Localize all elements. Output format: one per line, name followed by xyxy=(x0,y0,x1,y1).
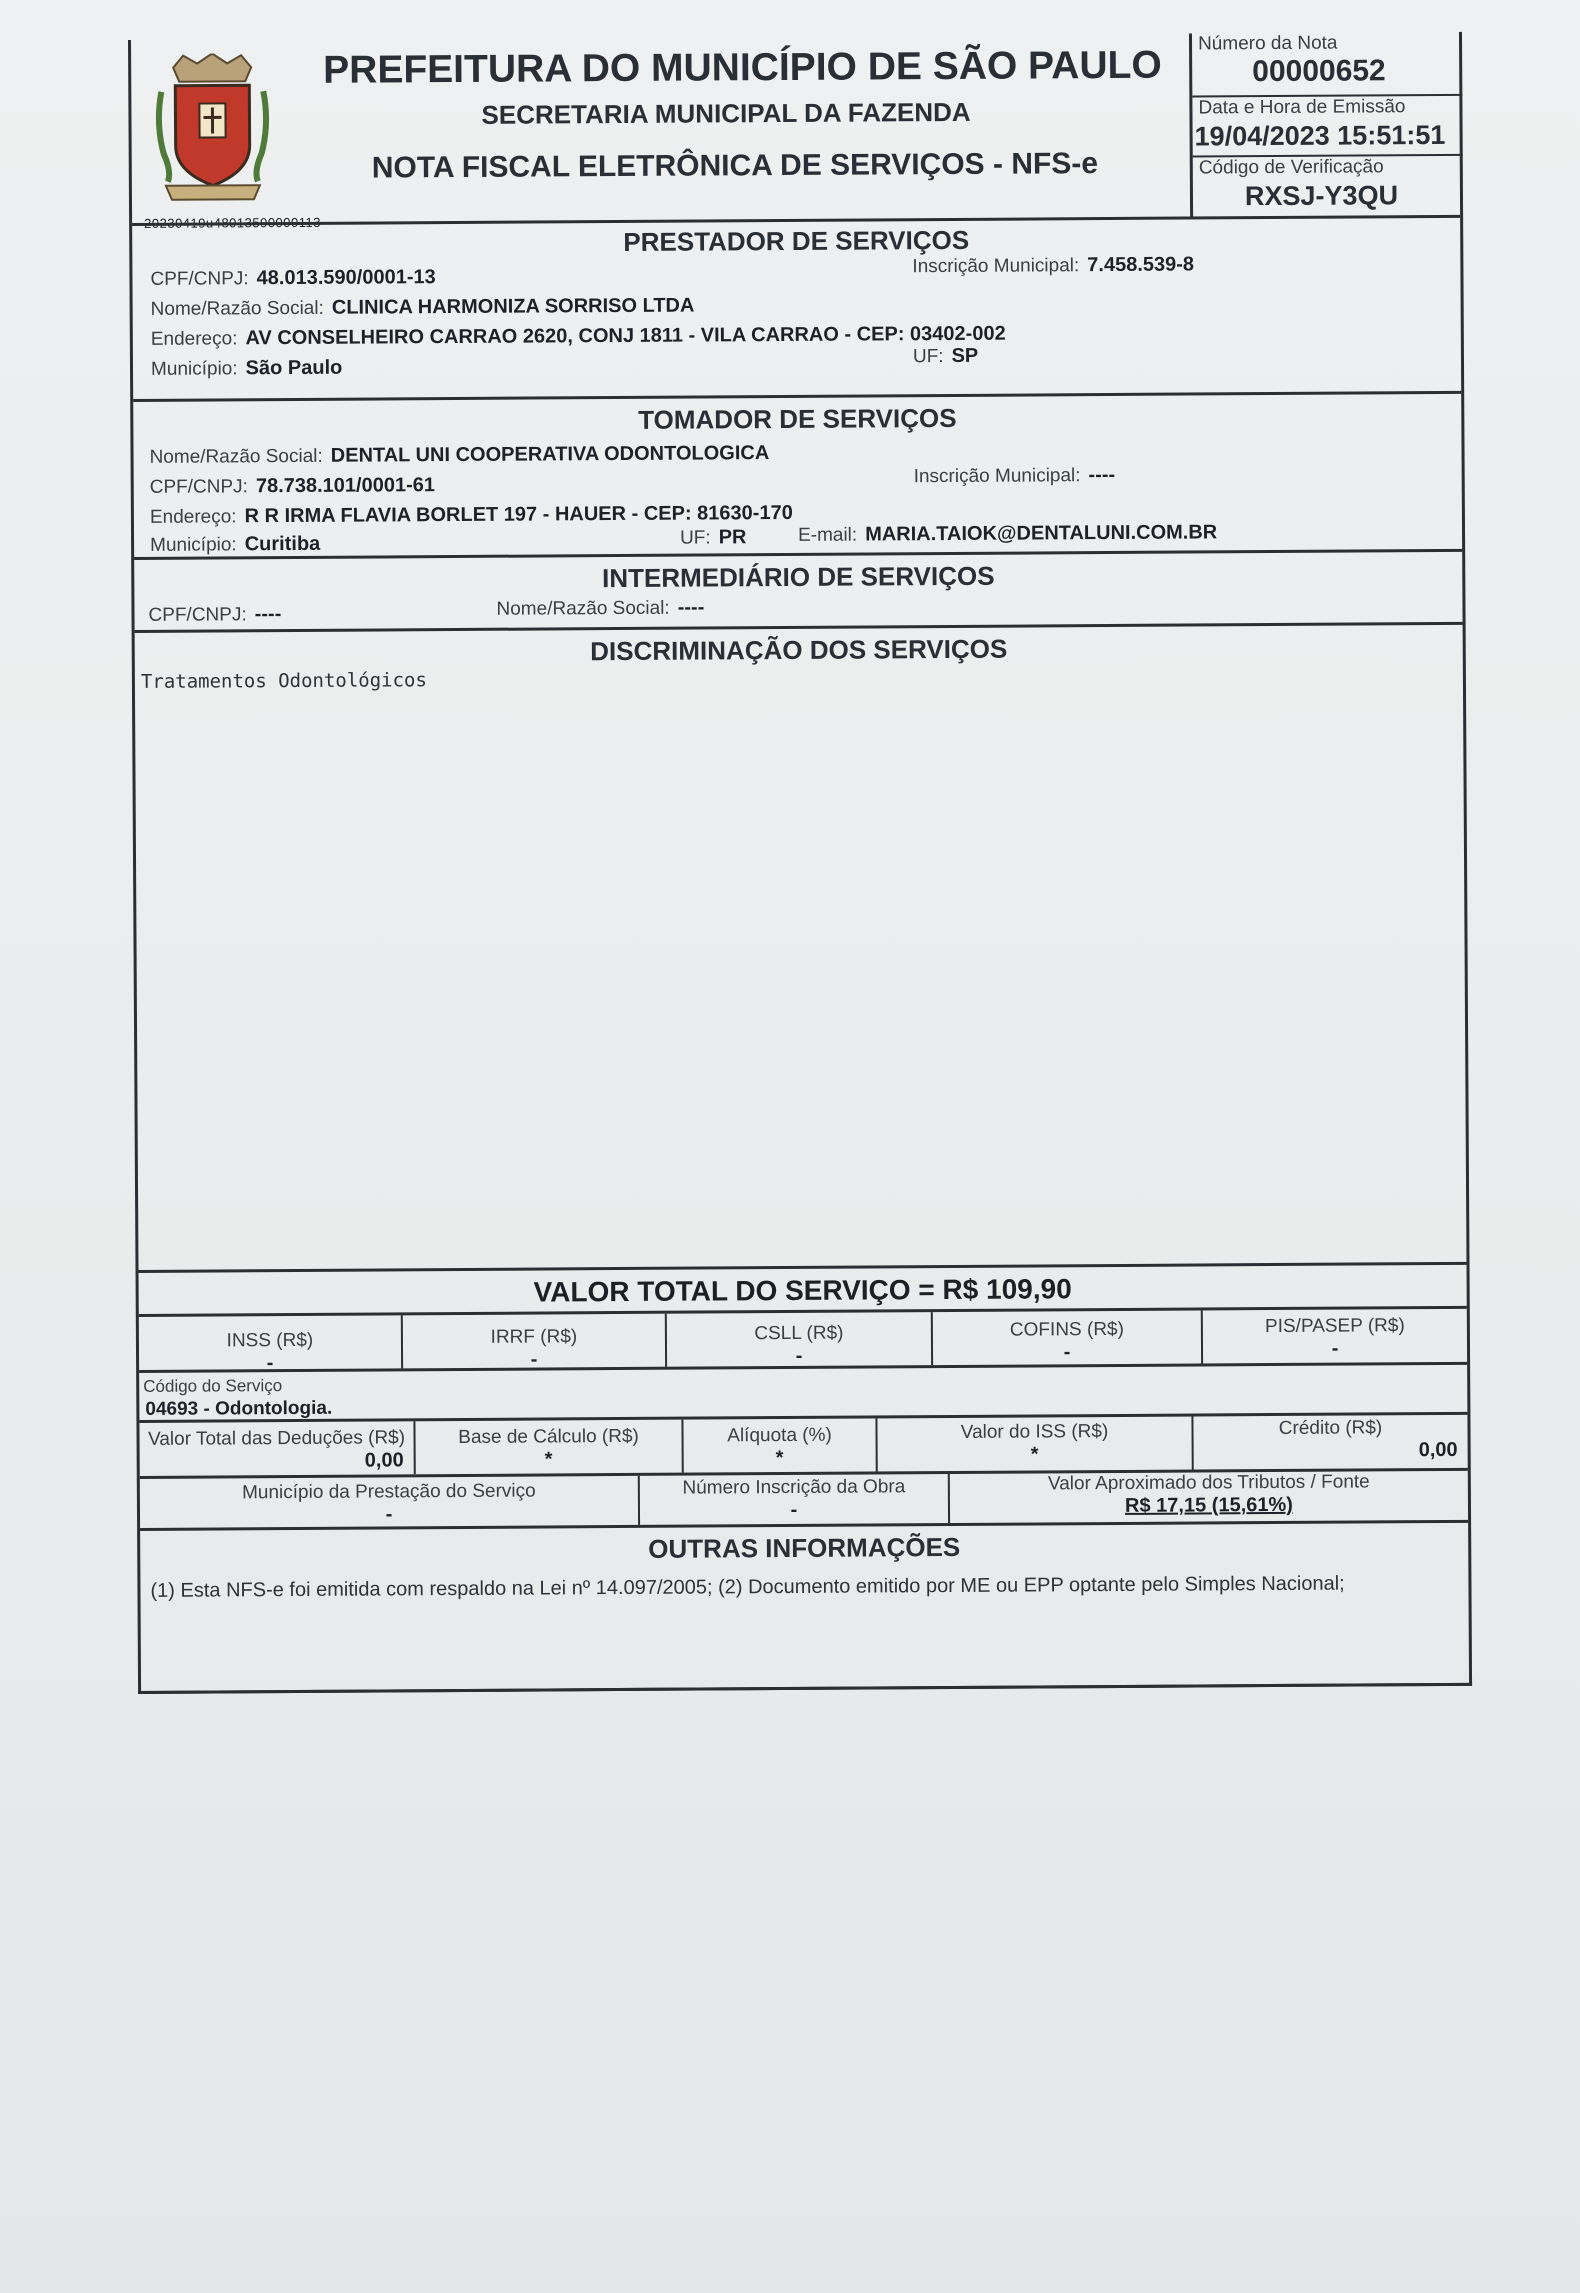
credito-cell xyxy=(1193,1415,1467,1470)
tomador-uf-label: UF: xyxy=(679,527,711,549)
tributos-row xyxy=(139,1306,1467,1375)
header xyxy=(131,34,1192,231)
tomador-municipio-label: Município: xyxy=(150,534,237,556)
tributo-inss-label: INSS (R$) xyxy=(226,1329,314,1352)
intermediario-section xyxy=(134,549,1462,630)
tomador-title: TOMADOR DE SERVIÇOS xyxy=(638,402,957,435)
inscricao-obra-cell xyxy=(640,1474,950,1525)
valor-iss-value: * xyxy=(1030,1443,1039,1466)
prestador-municipio-label: Município: xyxy=(150,358,238,380)
tributo-inss-value: - xyxy=(266,1352,274,1375)
page-subtitle: SECRETARIA MUNICIPAL DA FAZENDA xyxy=(481,96,971,130)
tomador-uf-value: PR xyxy=(718,526,747,549)
tomador-im-value: ---- xyxy=(1088,463,1116,487)
intermediario-nome-label: Nome/Razão Social: xyxy=(496,597,670,620)
tributo-csll-label: CSLL (R$) xyxy=(754,1322,844,1345)
verificacao-label: Código de Verificação xyxy=(1198,156,1384,179)
barcode-number: 20230419u48013590000113 xyxy=(144,214,321,231)
prestador-municipio-value: São Paulo xyxy=(245,356,343,380)
outras-informacoes-section xyxy=(140,1520,1469,1694)
prestador-municipio xyxy=(151,357,342,381)
tomador-municipio xyxy=(150,533,320,557)
prestador-title: PRESTADOR DE SERVIÇOS xyxy=(623,224,970,257)
intermediario-cnpj-label: CPF/CNPJ: xyxy=(148,604,247,626)
prestador-cnpj-value: 48.013.590/0001-13 xyxy=(256,266,436,290)
prestador-cnpj xyxy=(150,266,435,291)
prestador-endereco xyxy=(151,323,1006,351)
tomador-municipio-value: Curitiba xyxy=(244,532,321,556)
intermediario-cnpj xyxy=(148,603,281,627)
prestador-nome xyxy=(151,295,695,321)
prestador-section xyxy=(132,215,1461,399)
prestador-endereco-value: AV CONSELHEIRO CARRAO 2620, CONJ 1811 - VILA CARRAO - CEP: 03402-002 xyxy=(245,322,1006,350)
outras-text: (1) Esta NFS-e foi emitida com respaldo na Lei nº 14.097/2005; (2) Documento emitido por ME ou EPP optante pelo Simples Nacional; xyxy=(150,1572,1345,1602)
inscricao-obra-label: Número Inscrição da Obra xyxy=(682,1476,906,1499)
prestador-uf-value: SP xyxy=(951,344,979,367)
municipio-prestacao-label: Município da Prestação do Serviço xyxy=(242,1480,536,1504)
data-emissao: 19/04/2023 15:51:51 xyxy=(1194,119,1446,152)
numero-nota: 00000652 xyxy=(1252,54,1386,89)
tomador-cnpj xyxy=(150,474,435,499)
tomador-email xyxy=(798,521,1217,547)
tomador-im-label: Inscrição Municipal: xyxy=(913,465,1081,488)
tomador-email-label: E-mail: xyxy=(797,524,858,546)
nfse-document xyxy=(128,32,1472,1694)
base-calculo-value: * xyxy=(544,1448,553,1471)
tomador-endereco-value: R R IRMA FLAVIA BORLET 197 - HAUER - CEP: 81630-170 xyxy=(244,501,793,528)
tributo-irrf-label: IRRF (R$) xyxy=(490,1326,578,1348)
extra-row xyxy=(140,1468,1468,1528)
prestador-nome-value: CLINICA HARMONIZA SORRISO LTDA xyxy=(331,294,695,319)
prestador-uf xyxy=(913,345,978,368)
tributo-pis xyxy=(1203,1309,1467,1364)
deducoes-value: 0,00 xyxy=(364,1449,404,1472)
tomador-nome xyxy=(149,442,769,469)
municipio-prestacao-cell xyxy=(140,1476,640,1528)
tributo-cofins xyxy=(933,1310,1203,1365)
tributo-csll-value: - xyxy=(795,1344,803,1367)
aliquota-label: Alíquota (%) xyxy=(727,1424,832,1447)
intermediario-cnpj-value: ---- xyxy=(254,603,282,626)
tomador-nome-value: DENTAL UNI COOPERATIVA ODONTOLOGICA xyxy=(330,442,770,467)
prestador-endereco-label: Endereço: xyxy=(150,328,238,350)
tributos-aprox-cell xyxy=(950,1471,1468,1523)
tributo-cofins-label: COFINS (R$) xyxy=(1009,1318,1124,1341)
aliquota-value: * xyxy=(775,1447,784,1470)
tomador-nome-label: Nome/Razão Social: xyxy=(149,445,323,468)
deducoes-label: Valor Total das Deduções (R$) xyxy=(147,1427,406,1450)
numero-nota-label: Número da Nota xyxy=(1197,32,1338,55)
tomador-section xyxy=(133,391,1462,557)
discriminacao-text: Tratamentos Odontológicos xyxy=(140,669,427,693)
tributos-aprox-label: Valor Aproximado dos Tributos / Fonte xyxy=(1047,1471,1370,1495)
calculo-row xyxy=(139,1412,1467,1476)
tributo-cofins-value: - xyxy=(1063,1341,1071,1364)
tomador-cnpj-value: 78.738.101/0001-61 xyxy=(255,474,436,498)
tomador-endereco-label: Endereço: xyxy=(149,506,237,528)
tomador-email-value: MARIA.TAIOK@DENTALUNI.COM.BR xyxy=(865,521,1218,546)
prestador-im-value: 7.458.539-8 xyxy=(1087,253,1195,277)
codigo-servico: 04693 - Odontologia. xyxy=(145,1397,333,1420)
prestador-im-label: Inscrição Municipal: xyxy=(912,255,1080,278)
document-title: NOTA FISCAL ELETRÔNICA DE SERVIÇOS - NFS-e xyxy=(371,147,1099,185)
tributos-aprox-value: R$ 17,15 (15,61%) xyxy=(1124,1493,1293,1517)
emissao-label: Data e Hora de Emissão xyxy=(1198,96,1406,119)
prestador-nome-label: Nome/Razão Social: xyxy=(150,297,324,320)
tributo-pis-label: PIS/PASEP (R$) xyxy=(1264,1315,1405,1338)
codigo-verificacao: RXSJ-Y3QU xyxy=(1244,180,1399,212)
prestador-cnpj-label: CPF/CNPJ: xyxy=(150,268,249,290)
tomador-uf xyxy=(680,526,747,549)
tomador-im xyxy=(914,464,1116,488)
intermediario-title: INTERMEDIÁRIO DE SERVIÇOS xyxy=(601,560,995,594)
tributo-irrf-value: - xyxy=(530,1348,538,1371)
credito-label: Crédito (R$) xyxy=(1278,1417,1383,1439)
coat-of-arms-icon xyxy=(153,53,272,204)
page-title: PREFEITURA DO MUNICÍPIO DE SÃO PAULO xyxy=(323,43,1162,92)
nota-info-box xyxy=(1189,32,1466,217)
emissao-row xyxy=(1192,94,1462,158)
prestador-uf-label: UF: xyxy=(912,346,944,368)
tomador-endereco xyxy=(150,502,793,529)
tributo-csll xyxy=(667,1312,933,1367)
credito-value: 0,00 xyxy=(1418,1438,1458,1462)
tributo-inss xyxy=(139,1315,403,1375)
valor-iss-cell xyxy=(877,1417,1193,1472)
prestador-im xyxy=(912,253,1194,278)
valor-iss-label: Valor do ISS (R$) xyxy=(960,1421,1109,1443)
codigo-servico-section xyxy=(139,1362,1467,1420)
numero-nota-row xyxy=(1192,32,1462,98)
aliquota-cell xyxy=(683,1418,877,1472)
municipio-prestacao-value: - xyxy=(385,1503,393,1526)
codigo-servico-label: Código do Serviço xyxy=(143,1376,283,1396)
base-calculo-label: Base de Cálculo (R$) xyxy=(458,1425,639,1449)
discriminacao-title: DISCRIMINAÇÃO DOS SERVIÇOS xyxy=(590,633,1008,667)
tomador-cnpj-label: CPF/CNPJ: xyxy=(149,476,248,498)
verificacao-row xyxy=(1193,154,1463,214)
intermediario-nome xyxy=(496,596,704,620)
intermediario-nome-value: ---- xyxy=(677,596,705,619)
deducoes-cell xyxy=(139,1421,415,1476)
tributo-irrf xyxy=(403,1314,667,1369)
inscricao-obra-value: - xyxy=(790,1498,798,1521)
valor-total: VALOR TOTAL DO SERVIÇO = R$ 109,90 xyxy=(533,1273,1072,1308)
base-calculo-cell xyxy=(415,1420,683,1475)
tributo-pis-value: - xyxy=(1331,1337,1339,1360)
discriminacao-section xyxy=(135,622,1467,1270)
outras-title: OUTRAS INFORMAÇÕES xyxy=(648,1531,961,1564)
